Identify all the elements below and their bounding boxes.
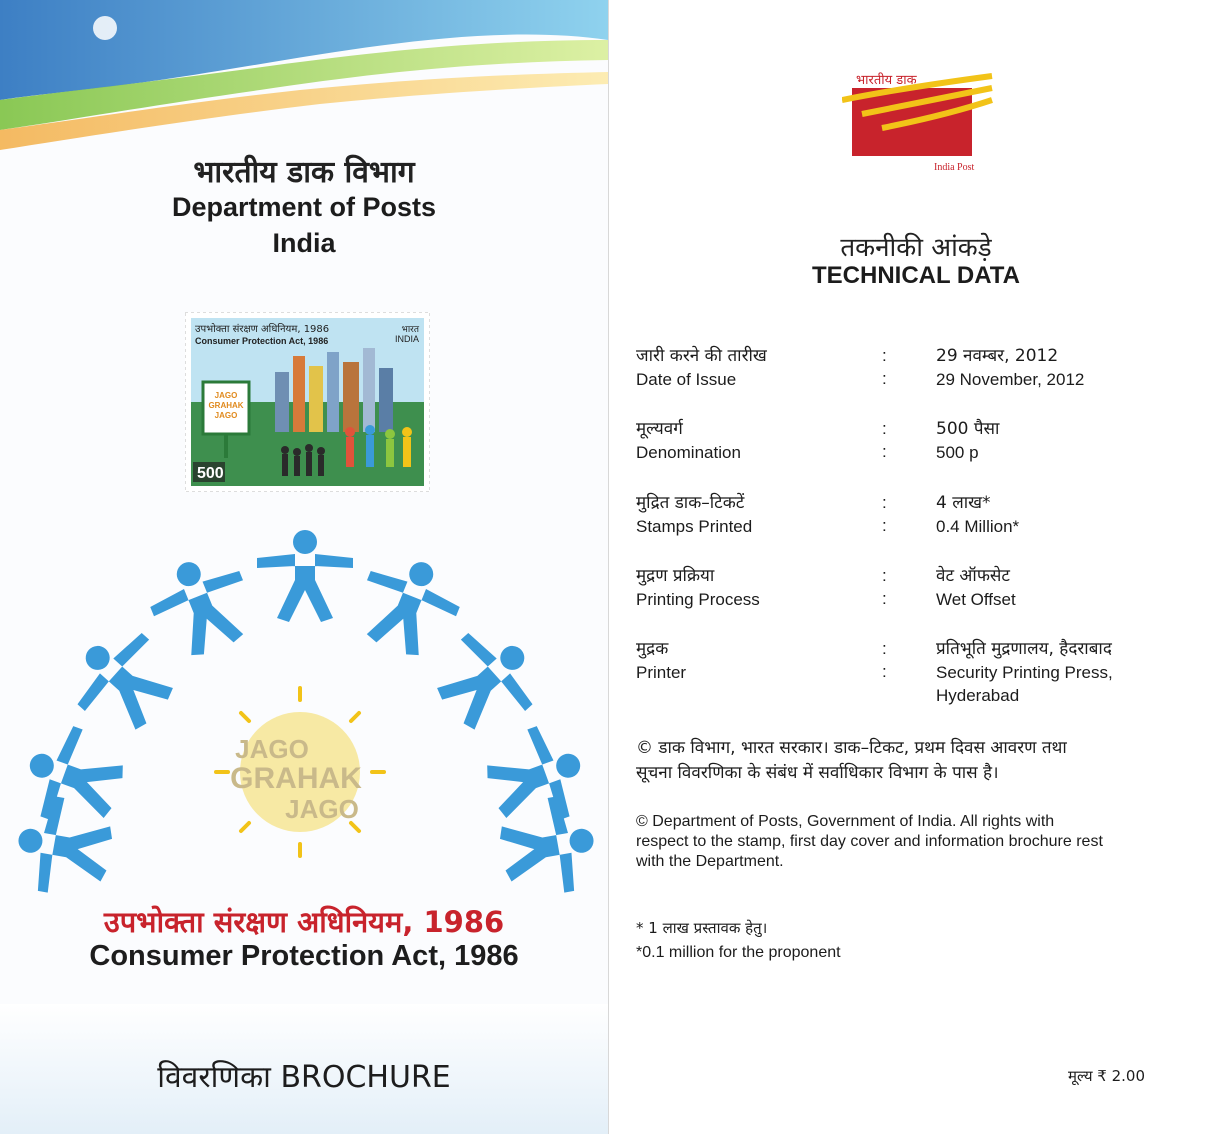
emblem-line-2: GRAHAK [230, 762, 362, 795]
logo-text-hindi: भारतीय डाक [856, 73, 917, 88]
row-label-hindi: मुद्रित डाक–टिकटें [636, 493, 745, 513]
heading-hindi: तकनीकी आंकड़े [840, 233, 992, 263]
brochure-label: विवरणिका BROCHURE [157, 1060, 451, 1095]
stamp-board-line-1: JAGO [214, 391, 238, 400]
separator: : [882, 369, 887, 388]
row-label-english: Stamps Printed [636, 517, 753, 536]
stamp-country-english: INDIA [394, 334, 419, 344]
brochure-cover [0, 0, 609, 1134]
footnote-english: *0.1 million for the proponent [636, 944, 841, 961]
separator: : [882, 589, 887, 608]
copyright-english-line-1: © Department of Posts, Government of India. All rights with [636, 813, 1055, 830]
row-value-english: 500 p [936, 443, 979, 462]
paper-chain-people-illustration [0, 520, 608, 900]
row-label-english: Printer [636, 663, 687, 682]
stamp-value: 500 [197, 465, 224, 482]
emblem-line-1: JAGO [235, 734, 309, 764]
row-label-hindi: मुद्रण प्रक्रिया [636, 566, 715, 586]
header-hindi: भारतीय डाक विभाग [193, 155, 415, 190]
separator: : [882, 662, 887, 681]
copyright-hindi [636, 736, 1176, 786]
price-label: मूल्य ₹ 2.00 [1068, 1067, 1146, 1085]
separator: : [882, 566, 887, 585]
row-label-english: Printing Process [636, 590, 760, 609]
row-value-english-line-2: Hyderabad [936, 686, 1020, 705]
stamp-title-english: Consumer Protection Act, 1986 [195, 336, 329, 346]
row-label-hindi: मूल्यवर्ग [636, 419, 683, 439]
postage-stamp [185, 312, 430, 492]
stamp-country-hindi: भारत [401, 325, 419, 335]
separator: : [882, 493, 887, 512]
emblem-line-3: JAGO [285, 794, 359, 824]
copyright-hindi-line-1: © डाक विभाग, भारत सरकार। डाक–टिकट, प्रथम दिवस आवरण तथा [636, 738, 1067, 758]
technical-data-page [610, 0, 1222, 1134]
row-value-english: Security Printing Press, [936, 663, 1113, 682]
row-value-english: 0.4 Million* [936, 517, 1020, 536]
separator: : [882, 346, 887, 365]
row-value-english: 29 November, 2012 [936, 370, 1085, 389]
copyright-english-line-2: respect to the stamp, first day cover and information brochure rest [636, 833, 1103, 850]
copyright-english [636, 812, 1176, 872]
act-title-english: Consumer Protection Act, 1986 [89, 940, 519, 972]
row-value-hindi: प्रतिभूति मुद्रणालय, हैदराबाद [936, 639, 1112, 659]
row-value-english: Wet Offset [936, 590, 1016, 609]
row-label-english: Date of Issue [636, 370, 737, 389]
india-post-logo [842, 70, 1002, 175]
footnote-hindi: * 1 लाख प्रस्तावक हेतु। [636, 919, 768, 937]
logo-text-english: India Post [934, 162, 975, 173]
row-value-hindi: 4 लाख* [936, 493, 991, 513]
row-value-hindi: 29 नवम्बर, 2012 [936, 346, 1059, 366]
header-department: Department of Posts [171, 192, 437, 222]
separator: : [882, 516, 887, 535]
header-country: India [272, 228, 336, 258]
row-value-hindi: वेट ऑफसेट [936, 566, 1010, 586]
separator: : [882, 639, 887, 658]
act-title-hindi: उपभोक्ता संरक्षण अधिनियम, 1986 [103, 905, 505, 939]
stamp-board-line-3: JAGO [214, 411, 238, 420]
stamp-board-line-2: GRAHAK [208, 401, 244, 410]
separator: : [882, 419, 887, 438]
row-label-hindi: मुद्रक [636, 639, 669, 659]
copyright-hindi-line-2: सूचना विवरणिका के संबंध में सर्वाधिकार विभाग के पास है। [636, 763, 999, 783]
row-value-hindi: 500 पैसा [936, 419, 1000, 439]
separator: : [882, 442, 887, 461]
row-label-hindi: जारी करने की तारीख [636, 346, 767, 366]
row-label-english: Denomination [636, 443, 741, 462]
stamp-title-hindi: उपभोक्ता संरक्षण अधिनियम, 1986 [195, 324, 330, 335]
heading-english: TECHNICAL DATA [812, 262, 1020, 289]
copyright-english-line-3: with the Department. [636, 853, 784, 870]
